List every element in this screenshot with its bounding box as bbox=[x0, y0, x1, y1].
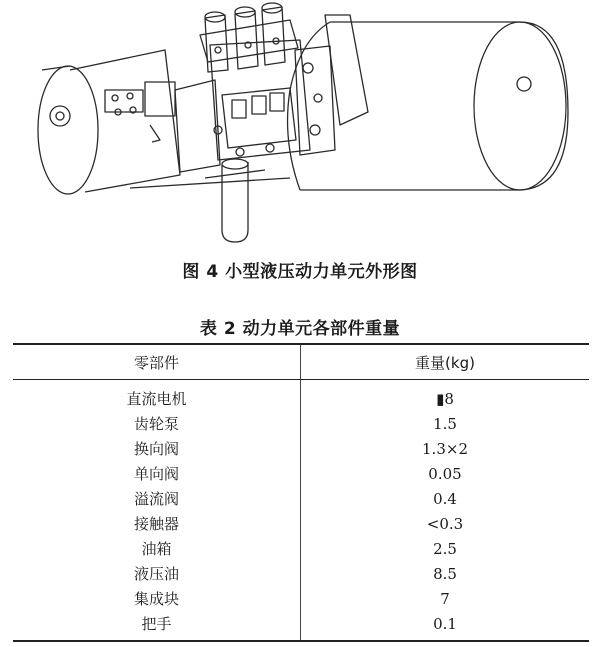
part-weight: 2.5 bbox=[433, 539, 457, 558]
table-row bbox=[13, 461, 589, 486]
table-row bbox=[13, 586, 589, 611]
part-weight: <0.3 bbox=[426, 514, 464, 533]
header-weight: 重量(kg) bbox=[301, 344, 590, 380]
table-row bbox=[13, 486, 589, 511]
table-row bbox=[13, 511, 589, 536]
parts-weight-table bbox=[13, 343, 589, 642]
header-part: 零部件 bbox=[13, 344, 301, 380]
part-name: 接触器 bbox=[13, 511, 301, 536]
part-weight: ▮8 bbox=[436, 389, 454, 408]
part-weight: 8.5 bbox=[433, 564, 457, 583]
part-weight: 1.3×2 bbox=[422, 439, 468, 458]
table-row bbox=[13, 380, 589, 412]
table-header-row bbox=[13, 344, 589, 380]
part-name: 集成块 bbox=[13, 586, 301, 611]
part-weight: 0.4 bbox=[433, 489, 457, 508]
table-row bbox=[13, 611, 589, 641]
part-name: 溢流阀 bbox=[13, 486, 301, 511]
table-row bbox=[13, 411, 589, 436]
figure-caption: 图 4 小型液压动力单元外形图 bbox=[182, 262, 418, 282]
part-name: 齿轮泵 bbox=[13, 411, 301, 436]
part-name: 油箱 bbox=[13, 536, 301, 561]
part-weight: 1.5 bbox=[433, 414, 457, 433]
part-weight: 0.05 bbox=[428, 464, 462, 483]
part-name: 把手 bbox=[13, 611, 301, 641]
table-row bbox=[13, 561, 589, 586]
part-name: 液压油 bbox=[13, 561, 301, 586]
part-name: 直流电机 bbox=[13, 380, 301, 412]
part-weight: 0.1 bbox=[301, 611, 590, 641]
part-name: 单向阀 bbox=[13, 461, 301, 486]
table-caption: 表 2 动力单元各部件重量 bbox=[199, 319, 401, 339]
part-weight: 7 bbox=[440, 589, 450, 608]
part-name: 换向阀 bbox=[13, 436, 301, 461]
power-unit-drawing bbox=[0, 0, 600, 260]
table-row bbox=[13, 436, 589, 461]
table-row bbox=[13, 536, 589, 561]
